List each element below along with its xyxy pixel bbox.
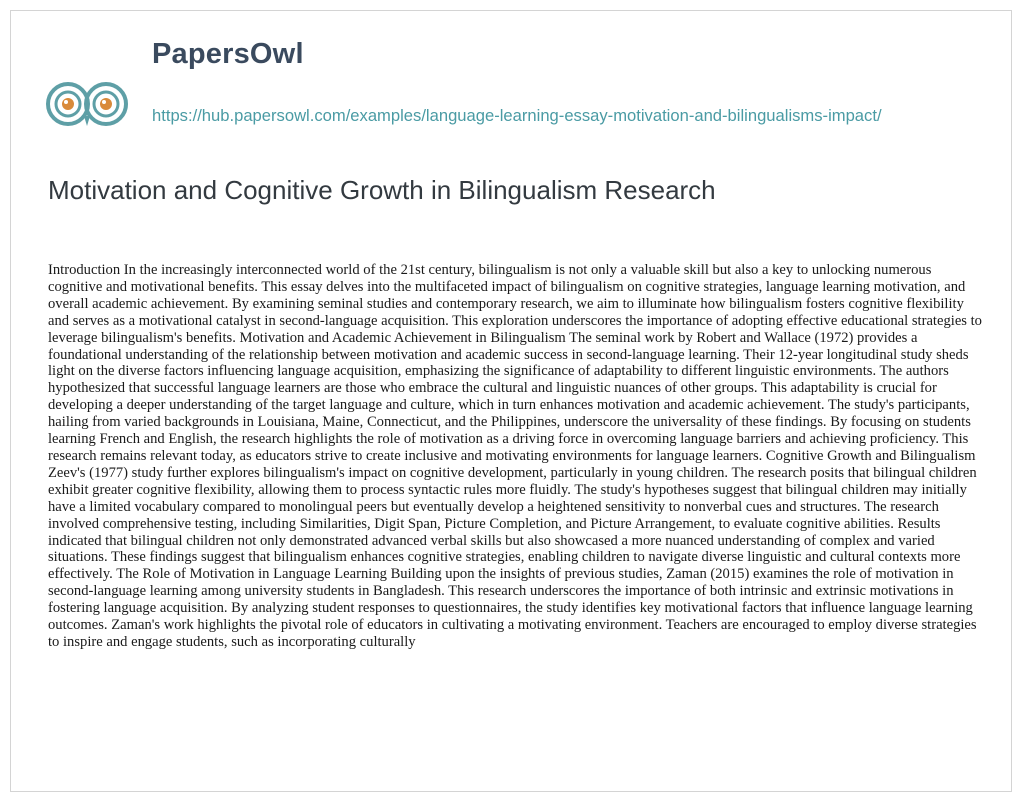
- owl-eyes-icon: [44, 70, 130, 140]
- document-title: Motivation and Cognitive Growth in Bilingualism Research: [48, 175, 716, 205]
- essay-body: Introduction In the increasingly interconnected world of the 21st century, bilingualism is not only a valuable skill but also a key to unlocking numerous cognitive and motivational benefits. This essay delves into the multifaceted impact of bilingualism on cognitive strategies, language learning motivation, and overall academic achievement. By examining seminal studies and contemporary research, we aim to illuminate how bilingualism fosters cognitive flexibility and serves as a motivational catalyst in second-language acquisition. This exploration underscores the importance of adopting effective educational strategies to leverage bilingualism's benefits. Motivation and Academic Achievement in Bilingualism The seminal work by Robert and Wallace (1972) provides a foundational understanding of the relationship between motivation and academic success in second-language learning. Their 12-year longitudinal study sheds light on the diverse factors influencing language acquisition, emphasizing the significance of adaptability to different linguistic environments. The authors hypothesized that successful language learners are those who embrace the cultural and linguistic nuances of other groups. This adaptability is crucial for developing a deeper understanding of the target language and culture, which in turn enhances motivation and academic achievement. The study's participants, hailing from varied backgrounds in Louisiana, Maine, Connecticut, and the Philippines, underscore the universality of these findings. By focusing on students learning French and English, the research highlights the role of motivation as a driving force in overcoming language barriers and achieving proficiency. This research remains relevant today, as educators strive to create inclusive and motivating environments for language learners. Cognitive Growth and Bilingualism Zeev's (1977) study further explores bilingualism's impact on cognitive development, particularly in young children. The research posits that bilingual children exhibit greater cognitive flexibility, allowing them to process syntactic rules more fluidly. The study's hypotheses suggest that bilingual children may initially have a limited vocabulary compared to monolingual peers but eventually develop a heightened sensitivity to nonverbal cues and structures. The research involved comprehensive testing, including Similarities, Digit Span, Picture Completion, and Picture Arrangement, to evaluate cognitive abilities. Results indicated that bilingual children not only demonstrated advanced verbal skills but also showcased a more nuanced understanding of complex and varied situations. These findings suggest that bilingualism enhances cognitive strategies, enabling children to navigate diverse linguistic and cultural contexts more effectively. The Role of Motivation in Language Learning Building upon the insights of previous studies, Zaman (2015) examines the role of motivation in second-language learning among university students in Bangladesh. This research underscores the importance of both intrinsic and extrinsic motivations in fostering language acquisition. By analyzing student responses to questionnaires, the study identifies key motivational factors that influence language learning outcomes. Zaman's work highlights the pivotal role of educators in cultivating a motivating environment. Teachers are encouraged to employ diverse strategies to inspire and engage students, such as incorporating culturally: [48, 262, 982, 650]
- source-url[interactable]: https://hub.papersowl.com/examples/language-learning-essay-motivation-and-bilingualisms-impact/: [152, 106, 882, 125]
- brand-name: PapersOwl: [152, 38, 304, 70]
